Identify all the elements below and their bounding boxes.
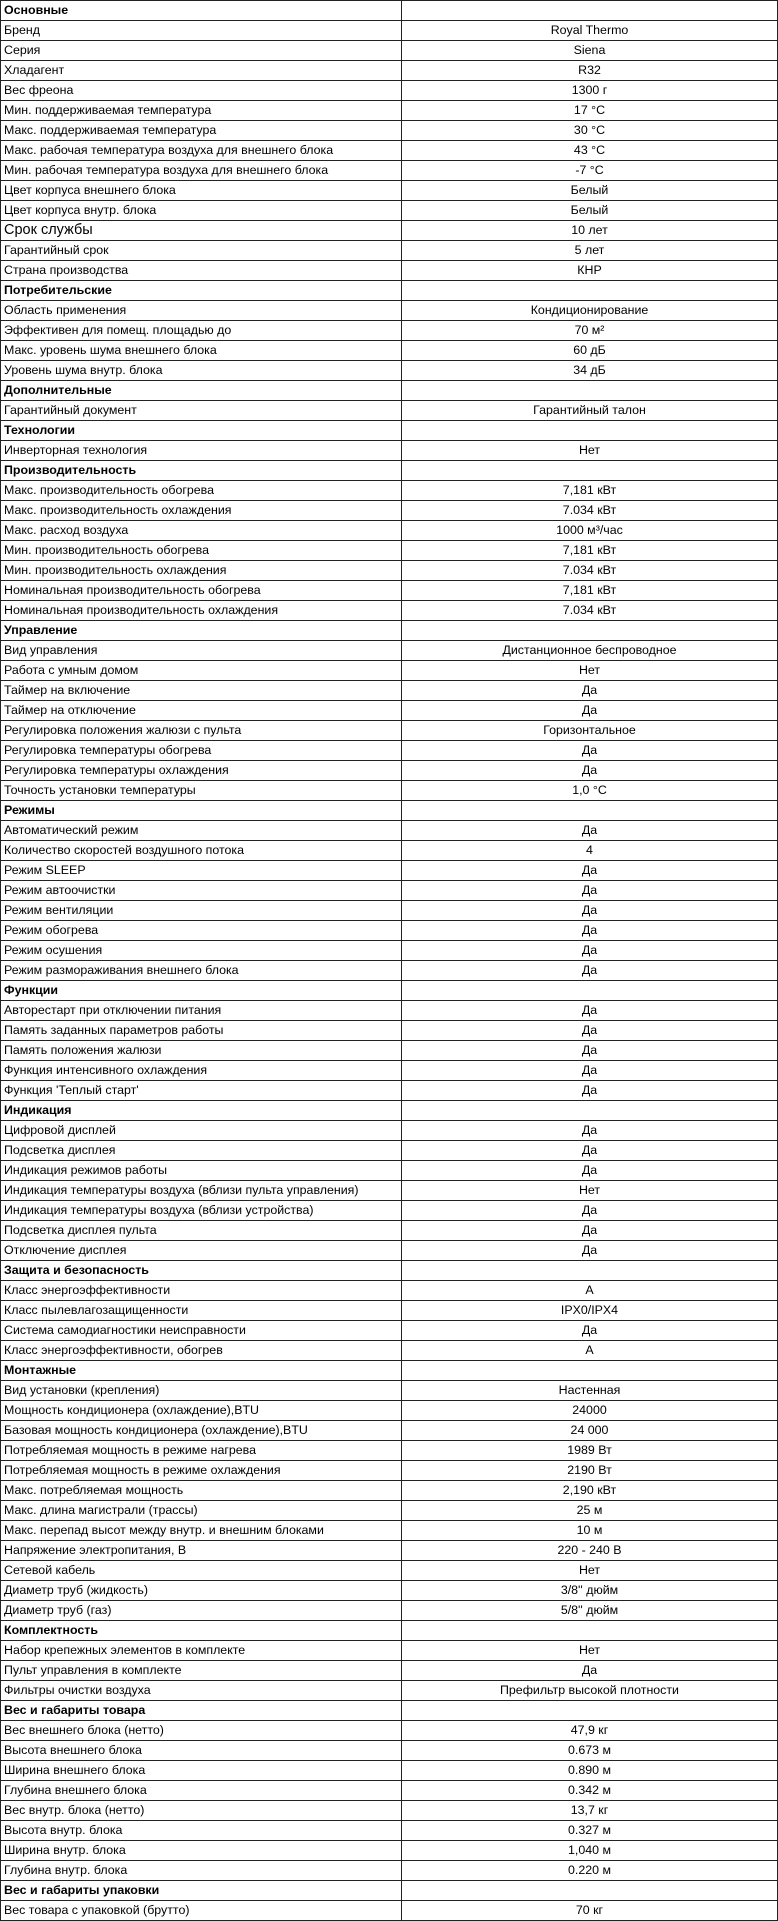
spec-label: Вид установки (крепления): [1, 1381, 402, 1401]
spec-value: [402, 461, 778, 481]
spec-value: Да: [402, 1221, 778, 1241]
section-title: Вес и габариты упаковки: [1, 1881, 402, 1901]
spec-value: Да: [402, 1001, 778, 1021]
section-header-row: [1, 1261, 778, 1281]
spec-row: [1, 1161, 778, 1181]
spec-value: R32: [402, 61, 778, 81]
spec-label: Режим размораживания внешнего блока: [1, 961, 402, 981]
spec-value: Нет: [402, 1181, 778, 1201]
spec-label: Индикация температуры воздуха (вблизи устройства): [1, 1201, 402, 1221]
spec-row: [1, 221, 778, 241]
spec-label: Регулировка температуры обогрева: [1, 741, 402, 761]
spec-label: Область применения: [1, 301, 402, 321]
spec-label: Хладагент: [1, 61, 402, 81]
specifications-body: [1, 1, 778, 1921]
spec-value: 13,7 кг: [402, 1801, 778, 1821]
spec-value: Кондиционирование: [402, 301, 778, 321]
spec-value: 5/8'' дюйм: [402, 1601, 778, 1621]
spec-row: [1, 1521, 778, 1541]
spec-label: Инверторная технология: [1, 441, 402, 461]
spec-label: Макс. поддерживаемая температура: [1, 121, 402, 141]
spec-row: [1, 1081, 778, 1101]
spec-row: [1, 1741, 778, 1761]
spec-label: Регулировка температуры охлаждения: [1, 761, 402, 781]
spec-row: [1, 661, 778, 681]
spec-label: Номинальная производительность обогрева: [1, 581, 402, 601]
spec-row: [1, 921, 778, 941]
section-title: Комплектность: [1, 1621, 402, 1641]
spec-row: [1, 21, 778, 41]
spec-value: Настенная: [402, 1381, 778, 1401]
spec-value: [402, 621, 778, 641]
spec-value: 10 лет: [402, 221, 778, 241]
spec-row: [1, 401, 778, 421]
spec-value: 3/8'' дюйм: [402, 1581, 778, 1601]
spec-value: 34 дБ: [402, 361, 778, 381]
spec-row: [1, 961, 778, 981]
spec-row: [1, 1601, 778, 1621]
spec-value: [402, 1361, 778, 1381]
spec-row: [1, 781, 778, 801]
spec-value: Да: [402, 1081, 778, 1101]
section-title: Основные: [1, 1, 402, 21]
spec-value: 7.034 кВт: [402, 501, 778, 521]
spec-value: 17 °C: [402, 101, 778, 121]
spec-label: Макс. потребляемая мощность: [1, 1481, 402, 1501]
spec-row: [1, 1121, 778, 1141]
spec-row: [1, 1241, 778, 1261]
spec-row: [1, 261, 778, 281]
spec-label: Базовая мощность кондиционера (охлаждение),BTU: [1, 1421, 402, 1441]
spec-value: 1,040 м: [402, 1841, 778, 1861]
spec-value: Да: [402, 881, 778, 901]
spec-row: [1, 841, 778, 861]
spec-value: 7,181 кВт: [402, 581, 778, 601]
section-header-row: [1, 461, 778, 481]
spec-row: [1, 1341, 778, 1361]
spec-value: Нет: [402, 1561, 778, 1581]
spec-value: Да: [402, 681, 778, 701]
spec-value: Да: [402, 821, 778, 841]
spec-value: 30 °C: [402, 121, 778, 141]
spec-value: Да: [402, 941, 778, 961]
spec-label: Потребляемая мощность в режиме охлаждения: [1, 1461, 402, 1481]
spec-row: [1, 1141, 778, 1161]
spec-row: [1, 1321, 778, 1341]
spec-row: [1, 1541, 778, 1561]
spec-label: Режим автоочистки: [1, 881, 402, 901]
spec-label: Сетевой кабель: [1, 1561, 402, 1581]
spec-label: Индикация температуры воздуха (вблизи пульта управления): [1, 1181, 402, 1201]
spec-value: 43 °C: [402, 141, 778, 161]
spec-row: [1, 1001, 778, 1021]
spec-value: 1,0 °C: [402, 781, 778, 801]
spec-row: [1, 1381, 778, 1401]
spec-label: Вес внешнего блока (нетто): [1, 1721, 402, 1741]
spec-label: Набор крепежных элементов в комплекте: [1, 1641, 402, 1661]
spec-value: Да: [402, 1121, 778, 1141]
spec-value: Да: [402, 1241, 778, 1261]
spec-label: Гарантийный документ: [1, 401, 402, 421]
spec-label: Отключение дисплея: [1, 1241, 402, 1261]
spec-row: [1, 861, 778, 881]
spec-value: [402, 421, 778, 441]
spec-label: Макс. длина магистрали (трассы): [1, 1501, 402, 1521]
section-title: Вес и габариты товара: [1, 1701, 402, 1721]
spec-label: Макс. рабочая температура воздуха для внешнего блока: [1, 141, 402, 161]
spec-label: Срок службы: [1, 221, 402, 241]
spec-label: Система самодиагностики неисправности: [1, 1321, 402, 1341]
spec-value: Да: [402, 761, 778, 781]
spec-value: Гарантийный талон: [402, 401, 778, 421]
spec-value: 0.342 м: [402, 1781, 778, 1801]
spec-row: [1, 41, 778, 61]
spec-label: Серия: [1, 41, 402, 61]
spec-row: [1, 821, 778, 841]
spec-value: [402, 1261, 778, 1281]
spec-value: Да: [402, 861, 778, 881]
spec-label: Авторестарт при отключении питания: [1, 1001, 402, 1021]
section-header-row: [1, 1361, 778, 1381]
spec-value: [402, 801, 778, 821]
spec-label: Вес фреона: [1, 81, 402, 101]
spec-value: 1300 г: [402, 81, 778, 101]
spec-label: Фильтры очистки воздуха: [1, 1681, 402, 1701]
spec-label: Мин. рабочая температура воздуха для внешнего блока: [1, 161, 402, 181]
section-title: Технологии: [1, 421, 402, 441]
spec-row: [1, 681, 778, 701]
spec-value: 24000: [402, 1401, 778, 1421]
spec-label: Макс. перепад высот между внутр. и внешним блоками: [1, 1521, 402, 1541]
spec-row: [1, 241, 778, 261]
spec-label: Режим вентиляции: [1, 901, 402, 921]
spec-value: 47,9 кг: [402, 1721, 778, 1741]
spec-row: [1, 1481, 778, 1501]
spec-label: Подсветка дисплея: [1, 1141, 402, 1161]
spec-row: [1, 1721, 778, 1741]
spec-label: Память заданных параметров работы: [1, 1021, 402, 1041]
section-header-row: [1, 1621, 778, 1641]
spec-label: Память положения жалюзи: [1, 1041, 402, 1061]
spec-value: Да: [402, 1041, 778, 1061]
spec-row: [1, 1221, 778, 1241]
spec-row: [1, 541, 778, 561]
spec-row: [1, 301, 778, 321]
spec-label: Функция интенсивного охлаждения: [1, 1061, 402, 1081]
spec-value: 0.220 м: [402, 1861, 778, 1881]
spec-row: [1, 201, 778, 221]
spec-row: [1, 161, 778, 181]
spec-label: Макс. уровень шума внешнего блока: [1, 341, 402, 361]
spec-row: [1, 1761, 778, 1781]
spec-row: [1, 181, 778, 201]
section-header-row: [1, 381, 778, 401]
spec-row: [1, 1821, 778, 1841]
spec-row: [1, 1401, 778, 1421]
spec-row: [1, 501, 778, 521]
spec-label: Вид управления: [1, 641, 402, 661]
spec-value: 10 м: [402, 1521, 778, 1541]
section-header-row: [1, 1101, 778, 1121]
spec-value: 5 лет: [402, 241, 778, 261]
section-header-row: [1, 1881, 778, 1901]
spec-label: Макс. расход воздуха: [1, 521, 402, 541]
spec-row: [1, 1781, 778, 1801]
spec-label: Макс. производительность охлаждения: [1, 501, 402, 521]
spec-row: [1, 1501, 778, 1521]
spec-row: [1, 1041, 778, 1061]
spec-value: Siena: [402, 41, 778, 61]
spec-value: Да: [402, 961, 778, 981]
spec-label: Гарантийный срок: [1, 241, 402, 261]
section-title: Индикация: [1, 1101, 402, 1121]
spec-label: Мин. производительность обогрева: [1, 541, 402, 561]
spec-value: Да: [402, 921, 778, 941]
spec-row: [1, 1901, 778, 1921]
spec-label: Макс. производительность обогрева: [1, 481, 402, 501]
spec-row: [1, 1801, 778, 1821]
section-header-row: [1, 621, 778, 641]
spec-row: [1, 561, 778, 581]
spec-label: Диаметр труб (газ): [1, 1601, 402, 1621]
spec-row: [1, 1061, 778, 1081]
spec-row: [1, 521, 778, 541]
spec-row: [1, 1641, 778, 1661]
spec-value: -7 °C: [402, 161, 778, 181]
spec-label: Глубина внутр. блока: [1, 1861, 402, 1881]
section-title: Производительность: [1, 461, 402, 481]
spec-row: [1, 1861, 778, 1881]
spec-value: 7,181 кВт: [402, 481, 778, 501]
spec-label: Вес внутр. блока (нетто): [1, 1801, 402, 1821]
spec-value: Да: [402, 1141, 778, 1161]
spec-row: [1, 61, 778, 81]
spec-label: Индикация режимов работы: [1, 1161, 402, 1181]
spec-row: [1, 1581, 778, 1601]
spec-row: [1, 721, 778, 741]
spec-value: Нет: [402, 1641, 778, 1661]
spec-label: Потребляемая мощность в режиме нагрева: [1, 1441, 402, 1461]
section-header-row: [1, 1, 778, 21]
spec-value: Префильтр высокой плотности: [402, 1681, 778, 1701]
section-title: Управление: [1, 621, 402, 641]
spec-row: [1, 1421, 778, 1441]
spec-value: Белый: [402, 181, 778, 201]
spec-label: Класс энергоэффективности: [1, 1281, 402, 1301]
spec-value: Дистанционное беспроводное: [402, 641, 778, 661]
spec-label: Мин. производительность охлаждения: [1, 561, 402, 581]
section-title: Функции: [1, 981, 402, 1001]
spec-label: Номинальная производительность охлаждения: [1, 601, 402, 621]
spec-value: [402, 1701, 778, 1721]
spec-row: [1, 1021, 778, 1041]
spec-row: [1, 1561, 778, 1581]
spec-label: Глубина внешнего блока: [1, 1781, 402, 1801]
spec-value: 0.890 м: [402, 1761, 778, 1781]
spec-label: Количество скоростей воздушного потока: [1, 841, 402, 861]
spec-label: Ширина внутр. блока: [1, 1841, 402, 1861]
spec-label: Напряжение электропитания, В: [1, 1541, 402, 1561]
spec-row: [1, 881, 778, 901]
spec-row: [1, 761, 778, 781]
spec-value: 220 - 240 В: [402, 1541, 778, 1561]
spec-label: Пульт управления в комплекте: [1, 1661, 402, 1681]
section-header-row: [1, 981, 778, 1001]
spec-value: [402, 1881, 778, 1901]
spec-row: [1, 481, 778, 501]
spec-row: [1, 141, 778, 161]
spec-label: Автоматический режим: [1, 821, 402, 841]
spec-row: [1, 641, 778, 661]
section-title: Потребительские: [1, 281, 402, 301]
spec-label: Высота внутр. блока: [1, 1821, 402, 1841]
section-header-row: [1, 1701, 778, 1721]
spec-value: 1000 м³/час: [402, 521, 778, 541]
spec-label: Бренд: [1, 21, 402, 41]
spec-value: 7.034 кВт: [402, 561, 778, 581]
spec-value: Да: [402, 1201, 778, 1221]
spec-label: Режим осушения: [1, 941, 402, 961]
spec-row: [1, 741, 778, 761]
spec-row: [1, 941, 778, 961]
spec-value: [402, 1, 778, 21]
spec-value: 2190 Вт: [402, 1461, 778, 1481]
spec-row: [1, 601, 778, 621]
spec-label: Высота внешнего блока: [1, 1741, 402, 1761]
spec-value: [402, 981, 778, 1001]
section-title: Режимы: [1, 801, 402, 821]
spec-row: [1, 361, 778, 381]
spec-value: Да: [402, 1061, 778, 1081]
spec-label: Цвет корпуса внутр. блока: [1, 201, 402, 221]
spec-label: Мощность кондиционера (охлаждение),BTU: [1, 1401, 402, 1421]
spec-label: Работа с умным домом: [1, 661, 402, 681]
spec-row: [1, 101, 778, 121]
spec-value: Да: [402, 901, 778, 921]
spec-value: Royal Thermo: [402, 21, 778, 41]
spec-value: A: [402, 1281, 778, 1301]
spec-value: Да: [402, 1161, 778, 1181]
spec-value: A: [402, 1341, 778, 1361]
spec-value: 24 000: [402, 1421, 778, 1441]
spec-row: [1, 1181, 778, 1201]
spec-row: [1, 581, 778, 601]
spec-label: Регулировка положения жалюзи с пульта: [1, 721, 402, 741]
spec-value: 0.673 м: [402, 1741, 778, 1761]
spec-row: [1, 321, 778, 341]
spec-label: Таймер на отключение: [1, 701, 402, 721]
spec-value: 25 м: [402, 1501, 778, 1521]
spec-row: [1, 1441, 778, 1461]
spec-row: [1, 1681, 778, 1701]
spec-value: 60 дБ: [402, 341, 778, 361]
spec-value: Да: [402, 741, 778, 761]
spec-row: [1, 901, 778, 921]
spec-label: Цифровой дисплей: [1, 1121, 402, 1141]
spec-label: Точность установки температуры: [1, 781, 402, 801]
spec-label: Вес товара с упаковкой (брутто): [1, 1901, 402, 1921]
section-header-row: [1, 801, 778, 821]
spec-value: 1989 Вт: [402, 1441, 778, 1461]
spec-value: 0.327 м: [402, 1821, 778, 1841]
section-title: Дополнительные: [1, 381, 402, 401]
spec-value: [402, 281, 778, 301]
spec-value: Да: [402, 1661, 778, 1681]
spec-label: Эффективен для помещ. площадью до: [1, 321, 402, 341]
section-title: Защита и безопасность: [1, 1261, 402, 1281]
spec-value: Да: [402, 701, 778, 721]
spec-value: IPX0/IPX4: [402, 1301, 778, 1321]
spec-label: Цвет корпуса внешнего блока: [1, 181, 402, 201]
spec-label: Класс пылевлагозащищенности: [1, 1301, 402, 1321]
spec-value: 7,181 кВт: [402, 541, 778, 561]
spec-label: Страна производства: [1, 261, 402, 281]
spec-label: Режим SLEEP: [1, 861, 402, 881]
spec-row: [1, 701, 778, 721]
spec-label: Подсветка дисплея пульта: [1, 1221, 402, 1241]
spec-row: [1, 1841, 778, 1861]
spec-value: Нет: [402, 441, 778, 461]
spec-label: Мин. поддерживаемая температура: [1, 101, 402, 121]
spec-value: [402, 1621, 778, 1641]
spec-row: [1, 1301, 778, 1321]
spec-value: Горизонтальное: [402, 721, 778, 741]
spec-value: 70 кг: [402, 1901, 778, 1921]
spec-label: Функция 'Теплый старт': [1, 1081, 402, 1101]
section-title: Монтажные: [1, 1361, 402, 1381]
spec-value: Белый: [402, 201, 778, 221]
spec-label: Диаметр труб (жидкость): [1, 1581, 402, 1601]
spec-label: Класс энергоэффективности, обогрев: [1, 1341, 402, 1361]
section-header-row: [1, 281, 778, 301]
spec-value: 4: [402, 841, 778, 861]
spec-row: [1, 81, 778, 101]
spec-row: [1, 1281, 778, 1301]
spec-value: 7.034 кВт: [402, 601, 778, 621]
spec-value: 70 м²: [402, 321, 778, 341]
section-header-row: [1, 421, 778, 441]
spec-value: Да: [402, 1021, 778, 1041]
spec-row: [1, 121, 778, 141]
spec-label: Таймер на включение: [1, 681, 402, 701]
spec-row: [1, 341, 778, 361]
spec-value: КНР: [402, 261, 778, 281]
spec-label: Ширина внешнего блока: [1, 1761, 402, 1781]
spec-label: Режим обогрева: [1, 921, 402, 941]
spec-label: Уровень шума внутр. блока: [1, 361, 402, 381]
spec-row: [1, 1201, 778, 1221]
spec-row: [1, 441, 778, 461]
spec-value: [402, 381, 778, 401]
spec-value: Нет: [402, 661, 778, 681]
spec-value: Да: [402, 1321, 778, 1341]
spec-row: [1, 1661, 778, 1681]
spec-value: [402, 1101, 778, 1121]
spec-row: [1, 1461, 778, 1481]
spec-value: 2,190 кВт: [402, 1481, 778, 1501]
